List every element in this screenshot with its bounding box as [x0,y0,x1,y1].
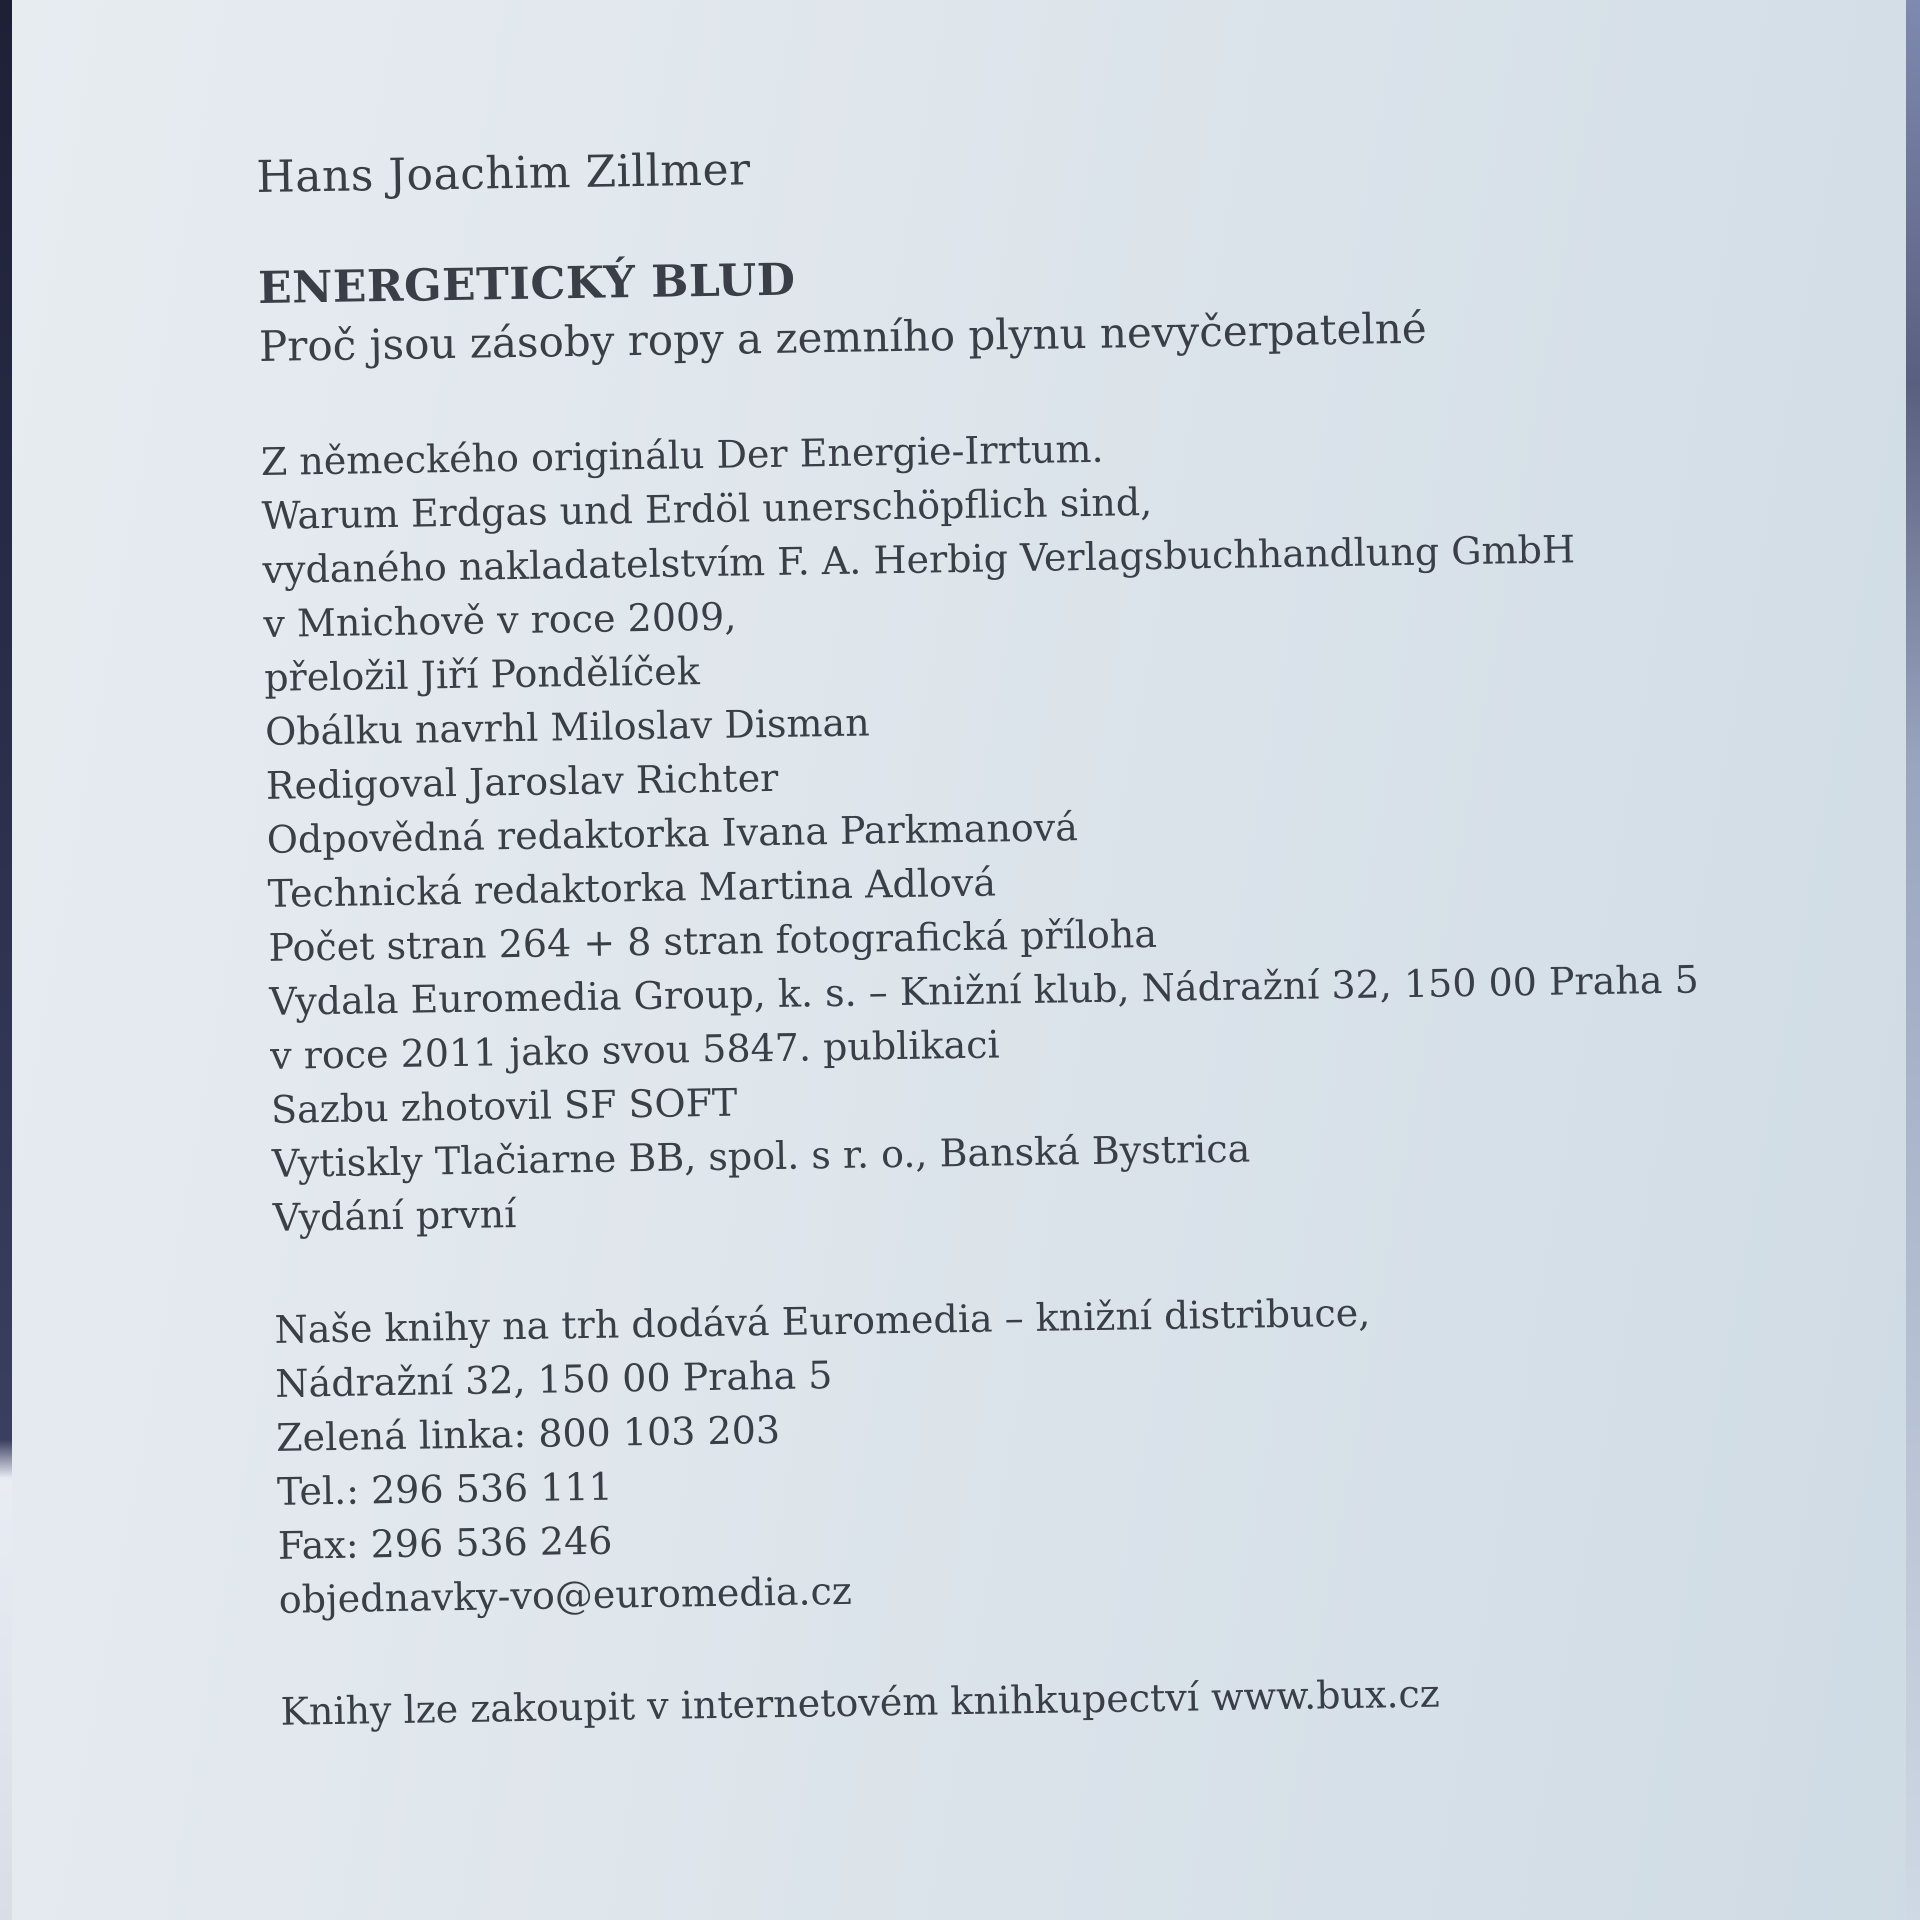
imprint-line: v roce 2011 jako svou 5847. publikaci [269,1022,1000,1078]
imprint-line: Vytiskly Tlačiarne BB, spol. s r. o., Banská Bystrica [271,1126,1251,1186]
imprint-line: Technická redaktorka Martina Adlová [267,860,997,916]
imprint-line: Sazbu zhotovil SF SOFT [270,1080,738,1132]
imprint-line: Redigoval Jaroslav Richter [265,755,779,808]
book-subtitle: Proč jsou zásoby ropy a zemního plynu nevyčerpatelné [258,303,1428,371]
distribution-line: Fax: 296 536 246 [277,1518,613,1568]
author-name: Hans Joachim Zillmer [256,144,751,203]
imprint-line: Počet stran 264 + 8 stran fotografická příloha [268,911,1158,970]
imprint-line: Vydání první [272,1192,517,1240]
imprint-line: vydaného nakladatelstvím F. A. Herbig Verlagsbuchhandlung GmbH [262,527,1576,592]
distribution-details [274,1279,1779,1627]
online-store-note: Knihy lze zakoupit v internetovém knihkupectví www.bux.cz [280,1671,1441,1734]
imprint-details [260,411,1773,1244]
imprint-line: Odpovědná redaktorka Ivana Parkmanová [266,805,1079,862]
book-page [12,0,1920,1920]
distribution-line: Tel.: 296 536 111 [276,1464,614,1514]
imprint-line: Z německého originálu Der Energie-Irrtum. [260,426,1104,484]
imprint-line: Warum Erdgas und Erdöl unerschöpflich sind, [261,479,1153,538]
page-right-edge [1906,0,1920,1920]
imprint-line: přeložil Jiří Pondělíček [263,649,701,700]
imprint-text-block [256,128,1781,1738]
distribution-line: Nádražní 32, 150 00 Praha 5 [275,1353,833,1406]
imprint-line: Obálku navrhl Miloslav Disman [264,700,870,754]
book-title: ENERGETICKÝ BLUD [257,254,796,314]
distribution-email: objednavky-vo@euromedia.cz [278,1568,853,1622]
imprint-line: Vydala Euromedia Group, k. s. – Knižní klub, Nádražní 32, 150 00 Praha 5 [269,957,1700,1024]
imprint-line: v Mnichově v roce 2009, [263,594,737,646]
distribution-line: Zelená linka: 800 103 203 [275,1407,781,1460]
distribution-line: Naše knihy na trh dodává Euromedia – knižní distribuce, [274,1290,1371,1352]
